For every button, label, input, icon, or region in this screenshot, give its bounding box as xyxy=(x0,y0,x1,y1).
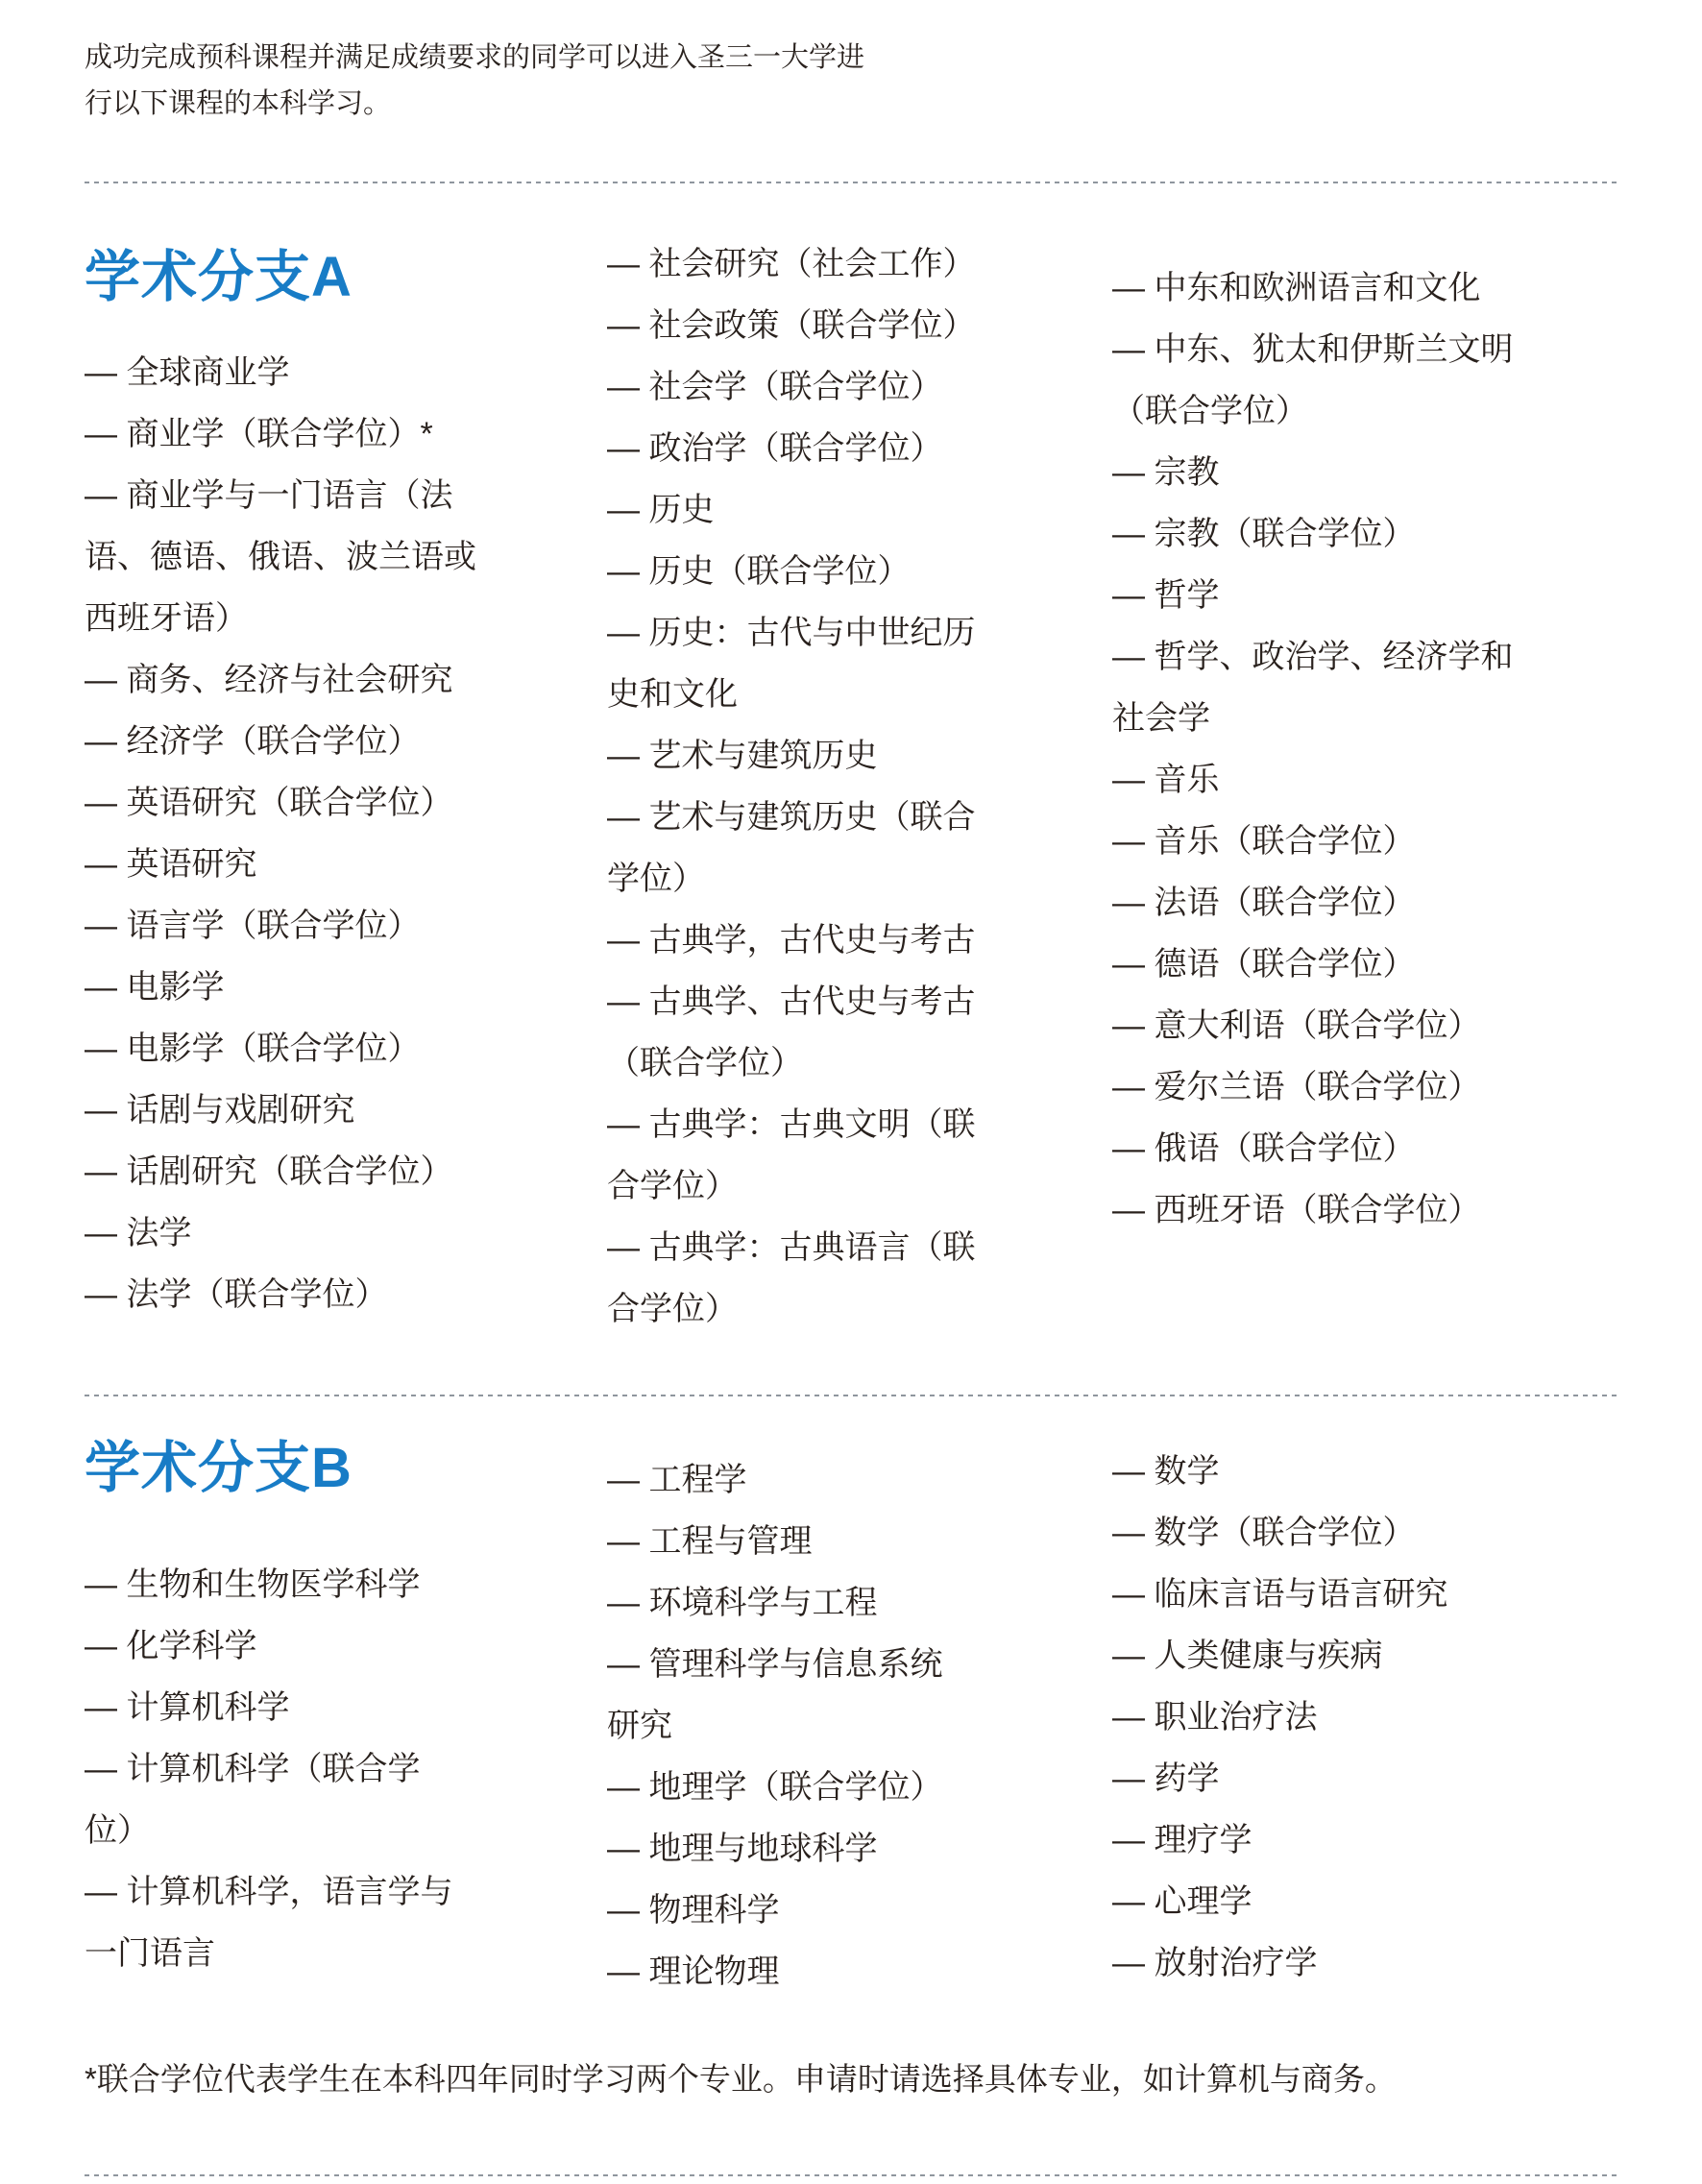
course-item: — 社会政策（联合学位） xyxy=(607,307,976,344)
course-item: — 政治学（联合学位） xyxy=(607,430,943,467)
course-item: — 爱尔兰语（联合学位） xyxy=(1112,1069,1481,1105)
course-item: — 德语（联合学位） xyxy=(1112,946,1416,983)
course-item: — 西班牙语（联合学位） xyxy=(1112,1192,1481,1228)
course-item: — 放射治疗学 xyxy=(1112,1945,1318,1981)
section-b-column-2 xyxy=(607,1449,972,2002)
course-item: — 管理科学与信息系统研究 xyxy=(607,1646,943,1744)
course-item: — 计算机科学，语言学与一门语言 xyxy=(85,1874,453,1972)
course-item: — 法语（联合学位） xyxy=(1112,885,1416,921)
course-item: — 电影学 xyxy=(85,969,225,1006)
course-item: — 历史：古代与中世纪历史和文化 xyxy=(607,615,976,713)
course-item: — 心理学 xyxy=(1112,1883,1252,1920)
course-item: — 数学 xyxy=(1112,1453,1220,1490)
course-item: — 宗教（联合学位） xyxy=(1112,516,1416,552)
course-item: — 法学 xyxy=(85,1215,192,1251)
course-item: — 话剧与戏剧研究 xyxy=(85,1092,355,1128)
divider-top xyxy=(85,182,1617,183)
course-item: — 药学 xyxy=(1112,1760,1220,1797)
course-item: — 全球商业学 xyxy=(85,354,290,391)
joint-degree-footnote: *联合学位代表学生在本科四年同时学习两个专业。申请时请选择具体专业，如计算机与商务。 xyxy=(85,2061,1397,2097)
course-item: — 意大利语（联合学位） xyxy=(1112,1007,1481,1044)
course-item: — 地理与地球科学 xyxy=(607,1831,878,1867)
course-item: — 临床言语与语言研究 xyxy=(1112,1576,1448,1613)
course-item: — 法学（联合学位） xyxy=(85,1276,388,1313)
course-item: — 历史 xyxy=(607,492,715,528)
divider-middle xyxy=(85,1395,1617,1396)
course-item: — 宗教 xyxy=(1112,454,1220,491)
course-item: — 艺术与建筑历史（联合学位） xyxy=(607,799,976,897)
course-item: — 古典学：古典文明（联合学位） xyxy=(607,1106,976,1204)
course-item: — 音乐（联合学位） xyxy=(1112,823,1416,860)
section-b-title: 学术分支B xyxy=(85,1437,353,1499)
section-a-column-3 xyxy=(1112,257,1520,1241)
course-item: — 经济学（联合学位） xyxy=(85,723,421,760)
course-item: — 理论物理 xyxy=(607,1953,780,1990)
section-a-column-1 xyxy=(85,342,480,1325)
intro-text: 成功完成预科课程并满足成绩要求的同学可以进入圣三一大学进行以下课程的本科学习。 xyxy=(85,42,865,119)
course-item: — 数学（联合学位） xyxy=(1112,1515,1416,1551)
course-item: — 话剧研究（联合学位） xyxy=(85,1153,453,1190)
section-b-column-1 xyxy=(85,1554,469,1984)
course-item: — 英语研究（联合学位） xyxy=(85,785,453,821)
course-item: — 商务、经济与社会研究 xyxy=(85,662,453,698)
course-item: — 社会研究（社会工作） xyxy=(607,246,976,282)
course-item: — 工程学 xyxy=(607,1462,747,1498)
divider-bottom xyxy=(85,2174,1617,2176)
course-item: — 中东和欧洲语言和文化 xyxy=(1112,270,1481,306)
section-b-column-3 xyxy=(1112,1441,1516,1994)
course-item: — 古典学，古代史与考古 xyxy=(607,922,976,959)
course-item: — 音乐 xyxy=(1112,762,1220,798)
course-item: — 中东、犹太和伊斯兰文明（联合学位） xyxy=(1112,331,1514,429)
course-item: — 计算机科学（联合学位） xyxy=(85,1751,421,1849)
course-item: — 艺术与建筑历史 xyxy=(607,738,878,774)
course-item: — 哲学 xyxy=(1112,577,1220,614)
course-item: — 语言学（联合学位） xyxy=(85,908,421,944)
course-item: — 商业学（联合学位）* xyxy=(85,416,433,452)
course-item: — 古典学、古代史与考古（联合学位） xyxy=(607,983,976,1081)
course-item: — 理疗学 xyxy=(1112,1822,1252,1858)
course-item: — 职业治疗法 xyxy=(1112,1699,1318,1735)
course-item: — 电影学（联合学位） xyxy=(85,1031,421,1067)
course-item: — 哲学、政治学、经济学和社会学 xyxy=(1112,639,1514,737)
course-item: — 英语研究 xyxy=(85,846,257,883)
course-item: — 物理科学 xyxy=(607,1892,780,1929)
course-item: — 商业学与一门语言（法语、德语、俄语、波兰语或西班牙语） xyxy=(85,477,476,637)
course-item: — 工程与管理 xyxy=(607,1523,813,1560)
section-a-column-2 xyxy=(607,233,1005,1340)
course-item: — 环境科学与工程 xyxy=(607,1585,878,1621)
course-item: — 人类健康与疾病 xyxy=(1112,1638,1383,1674)
course-item: — 生物和生物医学科学 xyxy=(85,1566,421,1603)
section-a-title: 学术分支A xyxy=(85,246,353,308)
course-item: — 俄语（联合学位） xyxy=(1112,1130,1416,1167)
course-item: — 古典学：古典语言（联合学位） xyxy=(607,1229,976,1327)
course-item: — 社会学（联合学位） xyxy=(607,369,943,405)
course-item: — 化学科学 xyxy=(85,1628,257,1664)
course-item: — 计算机科学 xyxy=(85,1689,290,1726)
course-item: — 历史（联合学位） xyxy=(607,553,911,590)
course-item: — 地理学（联合学位） xyxy=(607,1769,943,1806)
